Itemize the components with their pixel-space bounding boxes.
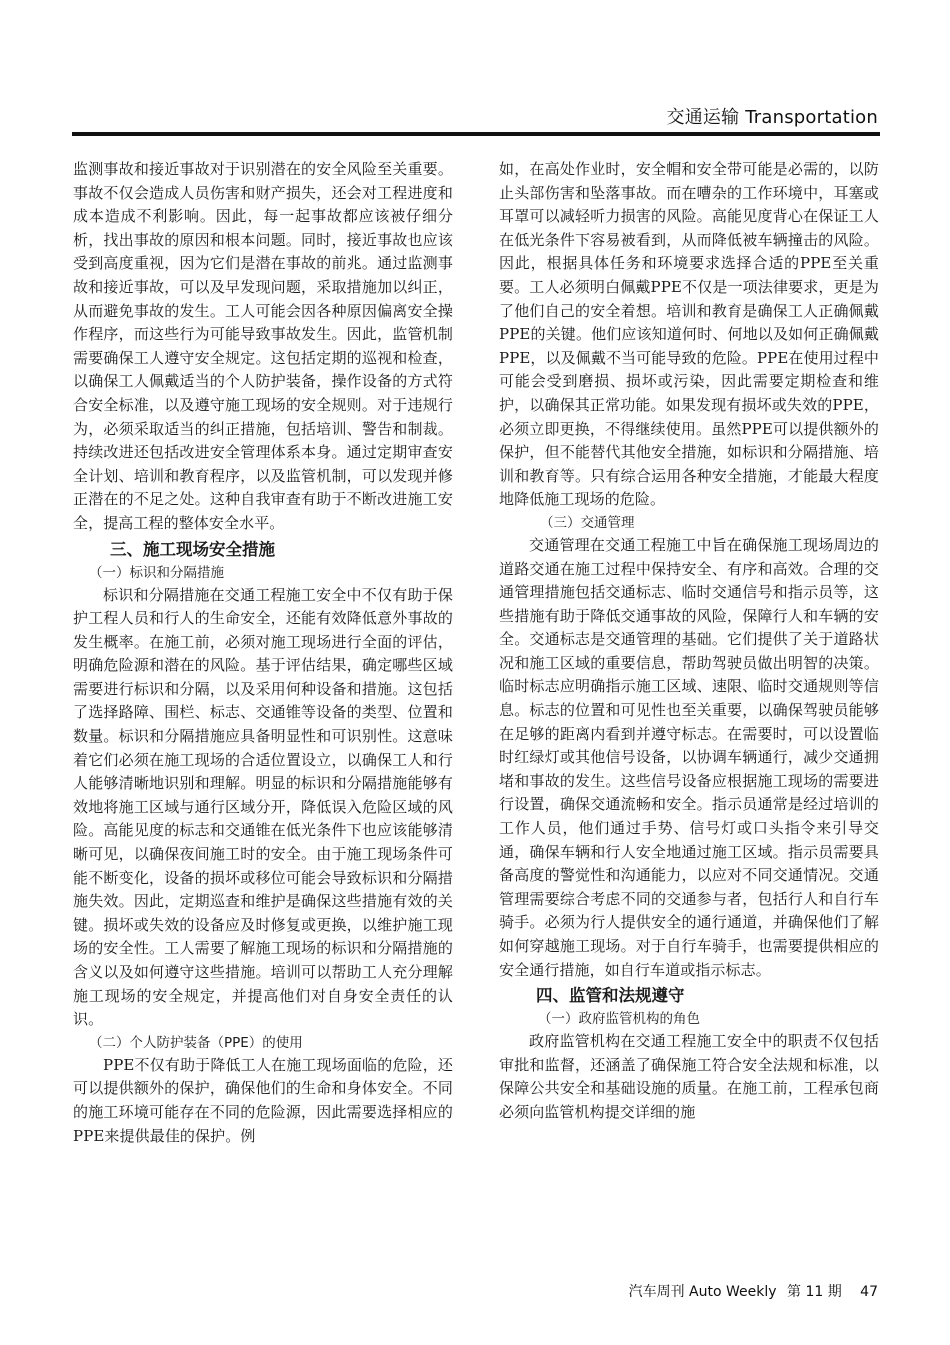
subsection-heading: （二）个人防护装备（PPE）的使用: [89, 1034, 303, 1051]
body-paragraph: 政府监管机构在交通工程施工安全中的职责不仅包括审批和监督，还涵盖了确保施工符合安全法规和标准，以保障公共安全和基础设施的质量。在施工前，工程承包商必须向监管机构提交详细的施: [499, 1032, 879, 1121]
left-column: [73, 158, 453, 1148]
body-paragraph: 交通管理在交通工程施工中旨在确保施工现场周边的道路交通在施工过程中保持安全、有序和高效。合理的交通管理措施包括交通标志、临时交通信号和指示员等，这些措施有助于降低交通事故的风险，保障行人和车辆的安全。交通标志是交通管理的基础。它们提供了关于道路状况和施工区域的重要信息，帮助驾驶员做出明智的决策。临时标志应明确指示施工区域、速限、临时交通规则等信息。标志的位置和可见性也至关重要，以确保驾驶员能够在足够的距离内看到并遵守标志。在需要时，可以设置临时红绿灯或其他信号设备，以协调车辆通行，减少交通拥堵和事故的发生。这些信号设备应根据施工现场的需要进行设置，确保交通流畅和安全。指示员通常是经过培训的工作人员，他们通过手势、信号灯或口头指令来引导交通，确保车辆和行人安全地通过施工区域。指示员需要具备高度的警觉性和沟通能力，以应对不同交通情况。交通管理需要综合考虑不同的交通参与者，包括行人和自行车骑手。必须为行人提供安全的通行通道，并确保他们了解如何穿越施工现场。对于自行车骑手，也需要提供相应的安全通行措施，如自行车道或指示标志。: [499, 535, 879, 979]
header-rule: [72, 132, 880, 136]
running-head: 交通运输 Transportation: [666, 107, 878, 128]
body-paragraph: PPE不仅有助于降低工人在施工现场面临的危险，还可以提供额外的保护，确保他们的生命和身体安全。不同的施工环境可能存在不同的危险源，因此需要选择相应的PPE来提供最佳的保护。例: [73, 1055, 453, 1145]
subsection-heading: （一）政府监管机构的角色: [538, 1011, 700, 1028]
section-heading: 四、监管和法规遵守: [536, 986, 685, 1006]
body-paragraph: 如，在高处作业时，安全帽和安全带可能是必需的，以防止头部伤害和坠落事故。而在嘈杂的工作环境中，耳塞或耳罩可以减轻听力损害的风险。高能见度背心在保证工人在低光条件下容易被看到，从而降低被车辆撞击的风险。因此，根据具体任务和环境要求选择合适的PPE至关重要。工人必须明白佩戴PPE不仅是一项法律要求，更是为了他们自己的安全着想。培训和教育是确保工人正确佩戴PPE的关键。他们应该知道何时、何地以及如何正确佩戴PPE，以及佩戴不当可能导致的危险。PPE在使用过程中可能会受到磨损、损坏或污染，因此需要定期检查和维护，以确保其正常功能。如果发现有损坏或失效的PPE，必须立即更换，不得继续使用。虽然PPE可以提供额外的保护，但不能替代其他安全措施，如标识和分隔措施、培训和教育等。只有综合运用各种安全措施，才能最大程度地降低施工现场的危险。: [499, 160, 879, 509]
body-paragraph: 监测事故和接近事故对于识别潜在的安全风险至关重要。事故不仅会造成人员伤害和财产损失，还会对工程进度和成本造成不利影响。因此，每一起事故都应该被仔细分析，找出事故的原因和根本问题。同时，接近事故也应该受到高度重视，因为它们是潜在事故的前兆。通过监测事故和接近事故，可以及早发现问题，采取措施加以纠正，从而避免事故的发生。工人可能会因各种原因偏离安全操作程序，而这些行为可能导致事故发生。因此，监管机制需要确保工人遵守安全规定。这包括定期的巡视和检查，以确保工人佩戴适当的个人防护装备，操作设备的方式符合安全标准，以及遵守施工现场的安全规则。对于违规行为，必须采取适当的纠正措施，包括培训、警告和制裁。持续改进还包括改进安全管理体系本身。通过定期审查安全计划、培训和教育程序，以及监管机制，可以发现并修正潜在的不足之处。这种自我审查有助于不断改进施工安全，提高工程的整体安全水平。: [73, 160, 453, 532]
section-heading: 三、施工现场安全措施: [110, 539, 275, 559]
body-paragraph: 标识和分隔措施在交通工程施工安全中不仅有助于保护工程人员和行人的生命安全，还能有效降低意外事故的发生概率。在施工前，必须对施工现场进行全面的评估，明确危险源和潜在的风险。基于评估结果，确定哪些区域需要进行标识和分隔，以及采用何种设备和措施。这包括了选择路障、围栏、标志、交通锥等设备的类型、位置和数量。标识和分隔措施应具备明显性和可识别性。这意味着它们必须在施工现场的合适位置设立，以确保工人和行人能够清晰地识别和理解。明显的标识和分隔措施能够有效地将施工区域与通行区域分开，降低误入危险区域的风险。高能见度的标志和交通锥在低光条件下也应该能够清晰可见，以确保夜间施工时的安全。由于施工现场条件可能不断变化，设备的损坏或移位可能会导致标识和分隔措施失效。因此，定期巡查和维护是确保这些措施有效的关键。损坏或失效的设备应及时修复或更换，以维护施工现场的安全性。工人需要了解施工现场的标识和分隔措施的含义以及如何遵守这些措施。培训可以帮助工人充分理解施工现场的安全规定，并提高他们对自身安全责任的认识。: [73, 585, 453, 1029]
page-number: 47: [860, 1284, 878, 1300]
subsection-heading: （三）交通管理: [540, 514, 635, 531]
page-footer: [623, 1281, 878, 1301]
issue-number: 第 11 期: [787, 1284, 842, 1300]
right-column: [499, 158, 879, 1125]
journal-name: 汽车周刊 Auto Weekly: [628, 1284, 777, 1300]
subsection-heading: （一）标识和分隔措施: [89, 564, 224, 581]
